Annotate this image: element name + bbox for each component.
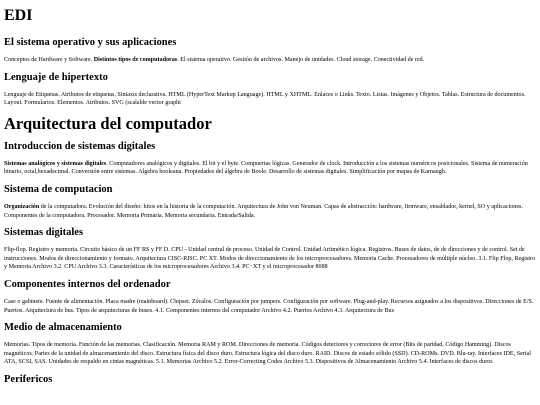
storage-text: Memorias. Tipos de memoria. Función de las memorias. Clasificación. Memoria RAM y ROM. Direcciones de memoria. Códigos detectores y correctores de error (Bits de paridad, Código Hamming). Discos magnéticos. Partes de la unidad de almacenamiento del disco. Estructura física del disco duro. Estructura lógica del disco duro. RAID. Discos de estado sólido (SSD). CD-ROMs. DVD. Blu-ray. Interfaces IDE, Serial ATA, SCSI, SAS. Unidades de respaldo en cintas magnéticas. 5.1. Memorias Archivo 5.2. Error-Correcting Codes Archivo 5.3. Dispositivos de Almacenamiento Archivo 5.4. Interfaces de discos duros xyxy=(4,342,531,366)
section-heading-digital-systems: Sistemas digitales xyxy=(4,227,84,239)
digital-intro-text: . Computadores analógicos y digitales. El bit y el byte. Compuertas lógicas. Generador de clock. Introducción a los sistemas numéricos posicionales. Sistema de numeración binario, octal,hexadecimal. Conversión entre sistemas. Algebra booleana. Propiedades del álgebra de Boole. Desarrollo de sistemas digitales. Simplificación por mapas de Karnaugh. xyxy=(4,160,528,176)
digital-systems-text: Flip-flop. Registro y memoria. Circuito básico de un FF RS y FF D. CPU - Unidad central de proceso. Unidad de Control. Unidad Aritmético lógica. Registros. Buses de datos, de de direcciones y de control. Set de instrucciones. Modos de direccionamiento y formato. Arquitectura CISC-RISC. PC XT. Modos de direccionamiento de los microprocesadores. Memoria Cache. Procesadores de múltiple núcleo. 3.1. Flip Flop, Registro y Memoria Archivo 3.2. CPU Archivo 3.3. Características de los microprocesadores Archivo 3.4. PC−XT y el microprocesador 8088 xyxy=(4,247,536,271)
os-text-before: Conceptos de Hardware y Software. xyxy=(4,57,93,63)
section-text-internal-components xyxy=(4,298,536,315)
site-title: EDI xyxy=(4,7,33,24)
section-heading-digital-intro: Introduccion de sistemas digitales xyxy=(4,140,156,152)
computer-system-bold: Organización xyxy=(4,203,40,210)
section-heading-internal-components: Componentes internos del ordenador xyxy=(4,278,171,290)
section-heading-computer-system: Sistema de computacion xyxy=(4,183,113,195)
os-text-after: . El sistema operativo. Gestión de archivos. Manejo de unidades. Cloud storage. Conectividad de red. xyxy=(177,57,425,63)
section-text-digital-intro xyxy=(4,160,536,177)
section-heading-storage: Medio de almacenamiento xyxy=(4,322,122,334)
section-text-digital-systems xyxy=(4,246,536,272)
section-text-hypertext xyxy=(4,91,536,108)
section-text-computer-system xyxy=(4,203,536,220)
internal-components-text: Case o gabinete. Fuente de alimentación. Placa madre (mainboard). Chipset. Zócalos. Configuración por jumpers. Configuración por software. Plug-and-play. Recursos asignados a los dispositivos. Direcciones de E/S. Puertos. Arquitectura de bus. Tipos de arquitecturas de buses. 4.1. Componentes internos del computador Archivo 4.2. Puertos Archivo 4.3. Arquitectura de Bus xyxy=(4,298,534,314)
section-heading-hypertext: Lenguaje de hipertexto xyxy=(4,71,108,83)
section-text-os xyxy=(4,56,536,65)
section-heading-peripherals: Perifericos xyxy=(4,373,53,385)
computer-system-text: de la computadora. Evolución del diseño: hitos en la historia de la computación. Arquitectura de John von Neuman. Capas de abstracción: hardware, firmware, ensablador, kernel, SO y aplicaciones. Componentes de la computadora. Procesador. Memoria Primaria. Memoria secundaria. Entrada/Salida. xyxy=(4,203,523,219)
hypertext-text: Lenguaje de Etiquetas. Atributos de etiquetas. Sintaxis declarativa. HTML (HyperText Markup Language). HTML y XHTML. Enlaces o Links. Texto. Listas. Imágenes y Objetos. Tablas. Estructura de documentos. Layout. Formularios. Elementos. Atributos. SVG (scalable vector graphi xyxy=(4,91,526,107)
chapter-title: Arquitectura del computador xyxy=(4,113,212,133)
section-text-storage xyxy=(4,341,536,367)
section-heading-os: El sistema operativo y sus aplicaciones xyxy=(4,37,177,48)
os-bold-mid: Distintos tipos de computadoras xyxy=(93,57,178,63)
digital-intro-bold: Sistemas analógicos y sistemas digitales xyxy=(4,160,107,167)
